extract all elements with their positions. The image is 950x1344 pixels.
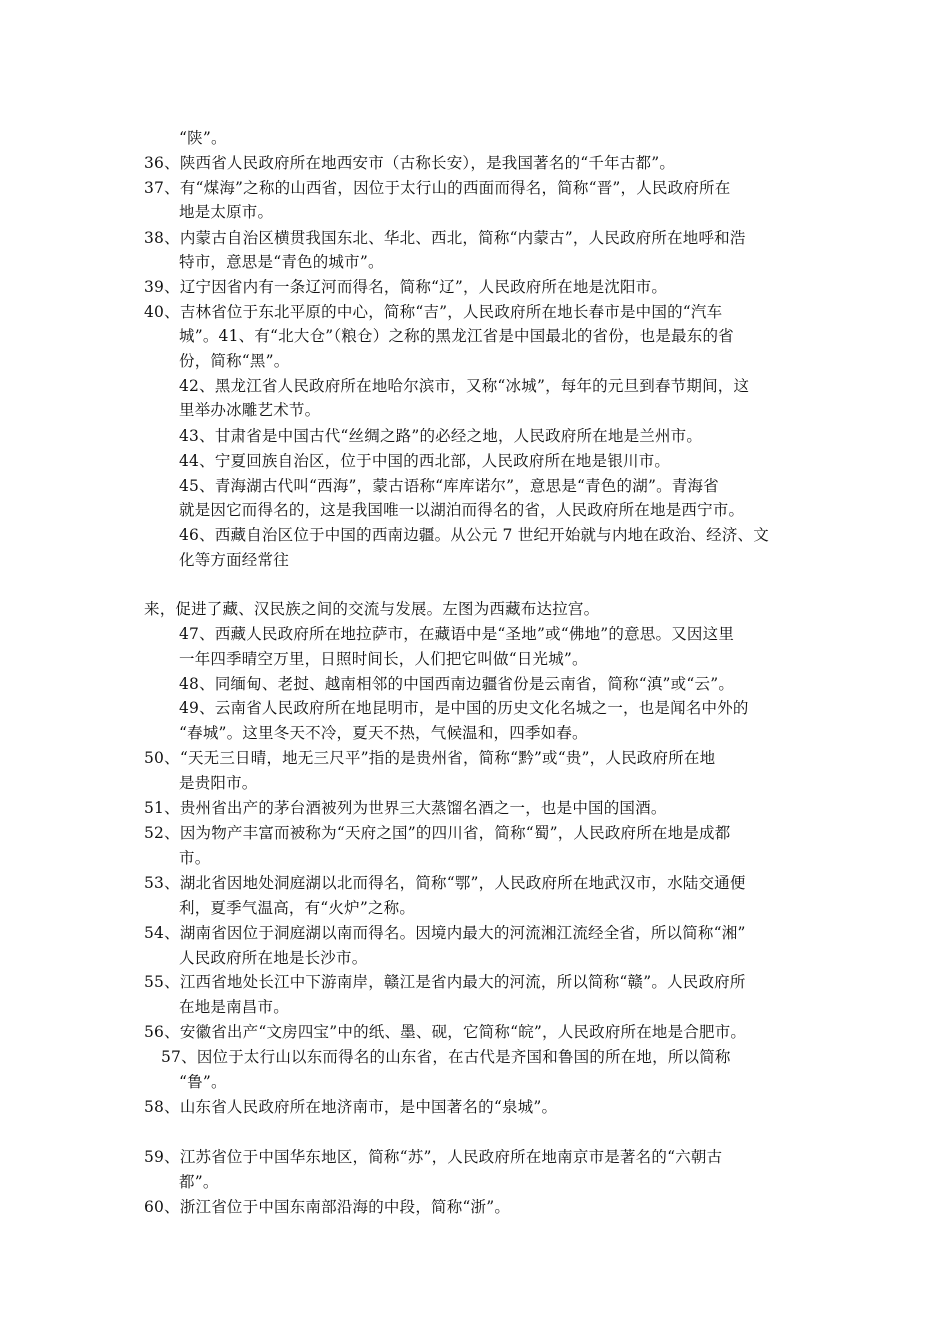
text-line: 45、青海湖古代叫“西海”，蒙古语称“库库诺尔”，意思是“青色的湖”。青海省 (179, 477, 719, 495)
text-line: 52、因为物产丰富而被称为“天府之国”的四川省，简称“蜀”，人民政府所在地是成都 (144, 824, 731, 842)
text-line: 化等方面经常往 (179, 551, 289, 569)
text-line: 36、陕西省人民政府所在地西安市（古称长安），是我国著名的“千年古都”。 (144, 154, 676, 172)
text-line: 55、江西省地处长江中下游南岸，赣江是省内最大的河流，所以简称“赣”。人民政府所 (144, 973, 746, 991)
text-line: 39、辽宁因省内有一条辽河而得名，简称“辽”，人民政府所在地是沈阳市。 (144, 278, 668, 296)
text-line: 37、有“煤海”之称的山西省，因位于太行山的西面而得名，简称“晋”，人民政府所在 (144, 179, 731, 197)
text-line: 43、甘肃省是中国古代“丝绸之路”的必经之地，人民政府所在地是兰州市。 (179, 427, 703, 445)
text-line: 47、西藏人民政府所在地拉萨市，在藏语中是“圣地”或“佛地”的意思。又因这里 (179, 625, 735, 643)
text-line: 都”。 (179, 1173, 219, 1191)
text-line: 50、“天无三日晴，地无三尺平”指的是贵州省，简称“黔”或“贵”，人民政府所在地 (144, 749, 716, 767)
text-line: 利，夏季气温高，有“火炉”之称。 (179, 899, 416, 917)
text-line: 地是太原市。 (179, 203, 274, 221)
text-line: 44、宁夏回族自治区，位于中国的西北部，人民政府所在地是银川市。 (179, 452, 671, 470)
text-line: 59、江苏省位于中国华东地区，简称“苏”，人民政府所在地南京市是著名的“六朝古 (144, 1148, 723, 1166)
text-line: 就是因它而得名的，这是我国唯一以湖泊而得名的省，人民政府所在地是西宁市。 (179, 501, 745, 519)
text-line: 56、安徽省出产“文房四宝”中的纸、墨、砚，它简称“皖”，人民政府所在地是合肥市。 (144, 1023, 747, 1041)
text-line: “春城”。这里冬天不冷，夏天不热，气候温和，四季如春。 (179, 724, 588, 742)
text-line: 58、山东省人民政府所在地济南市，是中国著名的“泉城”。 (144, 1098, 558, 1116)
text-line: 54、湖南省因位于洞庭湖以南而得名。因境内最大的河流湘江流经全省，所以简称“湘” (144, 924, 746, 942)
text-line: 53、湖北省因地处洞庭湖以北而得名，简称“鄂”，人民政府所在地武汉市，水陆交通便 (144, 874, 746, 892)
text-line: 人民政府所在地是长沙市。 (179, 949, 368, 967)
text-line: 来，促进了藏、汉民族之间的交流与发展。左图为西藏布达拉宫。 (144, 600, 600, 618)
text-line: 46、西藏自治区位于中国的西南边疆。从公元 7 世纪开始就与内地在政治、经济、文 (179, 526, 769, 544)
text-line: 在地是南昌市。 (179, 998, 289, 1016)
text-line: 51、贵州省出产的茅台酒被列为世界三大蒸馏名酒之一，也是中国的国酒。 (144, 799, 667, 817)
text-line: 里举办冰雕艺术节。 (179, 401, 321, 419)
text-line: 一年四季晴空万里，日照时间长，人们把它叫做“日光城”。 (179, 650, 588, 668)
text-line: 42、黑龙江省人民政府所在地哈尔滨市，又称“冰城”，每年的元旦到春节期间，这 (179, 377, 750, 395)
text-line: 特市，意思是“青色的城市”。 (179, 253, 384, 271)
text-line: 48、同缅甸、老挝、越南相邻的中国西南边疆省份是云南省，简称“滇”或“云”。 (179, 675, 735, 693)
text-line: 市。 (179, 849, 211, 867)
text-line: 60、浙江省位于中国东南部沿海的中段，简称“浙”。 (144, 1198, 511, 1216)
text-line: “陕”。 (179, 129, 227, 147)
text-line: 是贵阳市。 (179, 774, 258, 792)
text-line: 49、云南省人民政府所在地昆明市，是中国的历史文化名城之一，也是闻名中外的 (179, 699, 749, 717)
text-line: “鲁”。 (179, 1073, 227, 1091)
text-line: 份，简称“黑”。 (179, 352, 290, 370)
text-line: 38、内蒙古自治区横贯我国东北、华北、西北，简称“内蒙古”，人民政府所在地呼和浩 (144, 229, 746, 247)
text-line: 城”。41、有“北大仓”（粮仓）之称的黑龙江省是中国最北的省份，也是最东的省 (179, 327, 734, 345)
text-line: 40、吉林省位于东北平原的中心，简称“吉”，人民政府所在地长春市是中国的“汽车 (144, 303, 723, 321)
text-line: 57、因位于太行山以东而得名的山东省，在古代是齐国和鲁国的所在地，所以简称 (161, 1048, 731, 1066)
